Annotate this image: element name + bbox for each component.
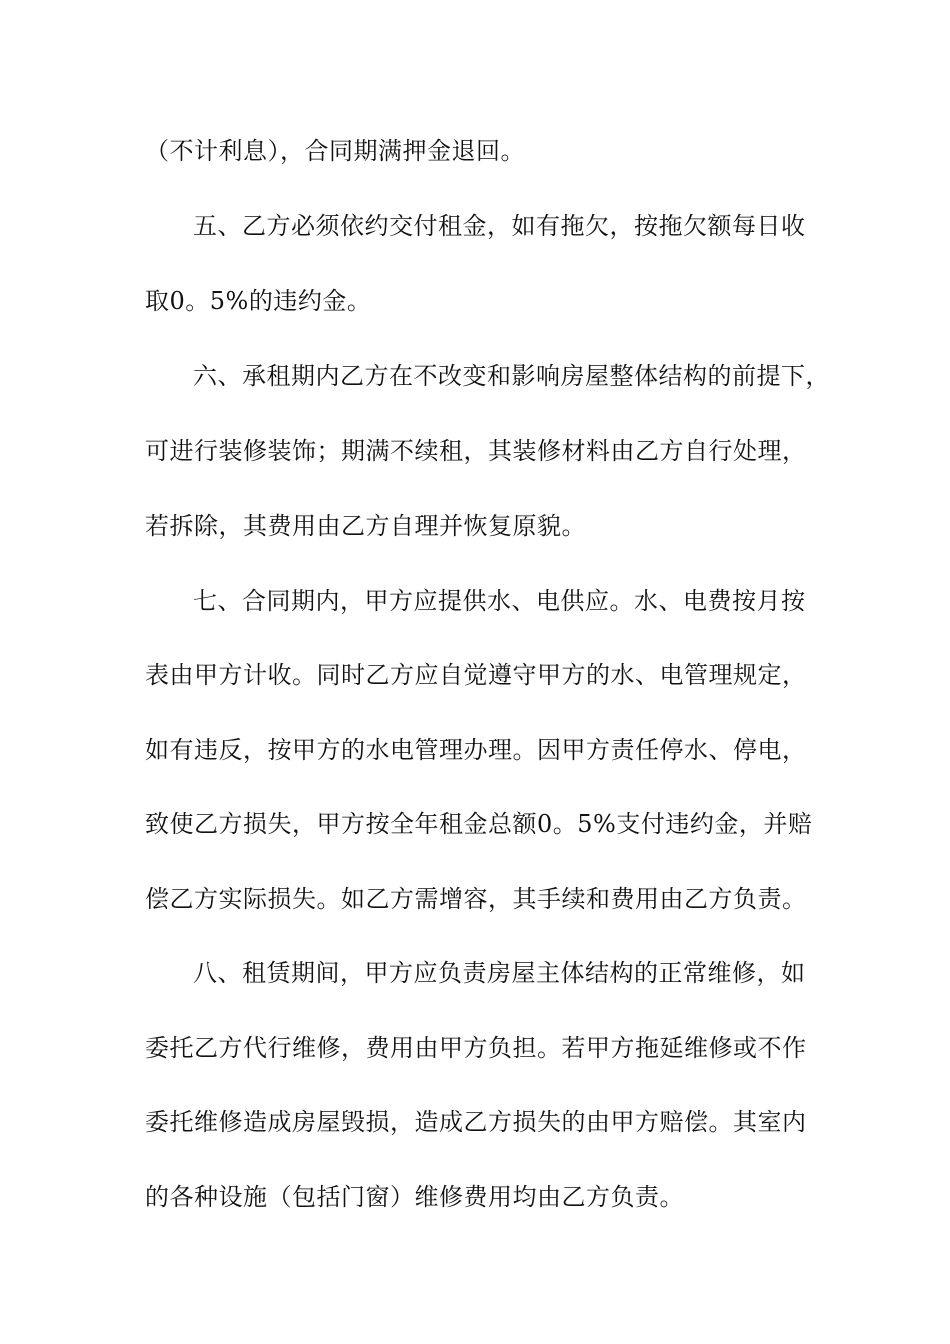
text-line: 的各种设施（包括门窗）维修费用均由乙方负责。 (145, 1183, 684, 1211)
text-line: 如有违反，按甲方的水电管理办理。因甲方责任停水、停电， (145, 736, 807, 764)
text-line: 偿乙方实际损失。如乙方需增容，其手续和费用由乙方负责。 (145, 885, 807, 913)
text-line: 委托乙方代行维修，费用由甲方负担。若甲方拖延维修或不作 (145, 1034, 807, 1062)
text-line: 若拆除，其费用由乙方自理并恢复原貌。 (145, 512, 586, 540)
paragraph-5-line: 五、乙方必须依约交付租金，如有拖欠，按拖欠额每日收 (193, 212, 806, 240)
text-line: （不计利息），合同期满押金退回。 (145, 137, 525, 165)
paragraph-7-line: 七、合同期内，甲方应提供水、电供应。水、电费按月按 (193, 587, 806, 615)
text-line: 委托维修造成房屋毁损，造成乙方损失的由甲方赔偿。其室内 (145, 1108, 807, 1136)
text-line: 取0。5%的违约金。 (145, 287, 372, 315)
paragraph-8-line: 八、租赁期间，甲方应负责房屋主体结构的正常维修，如 (193, 959, 806, 987)
text-line: 表由甲方计收。同时乙方应自觉遵守甲方的水、电管理规定， (145, 661, 807, 689)
text-line: 可进行装修装饰；期满不续租，其装修材料由乙方自行处理， (145, 437, 807, 465)
paragraph-6-line: 六、承租期内乙方在不改变和影响房屋整体结构的前提下， (193, 362, 830, 390)
text-line: 致使乙方损失，甲方按全年租金总额0。5%支付违约金，并赔 (145, 810, 813, 838)
